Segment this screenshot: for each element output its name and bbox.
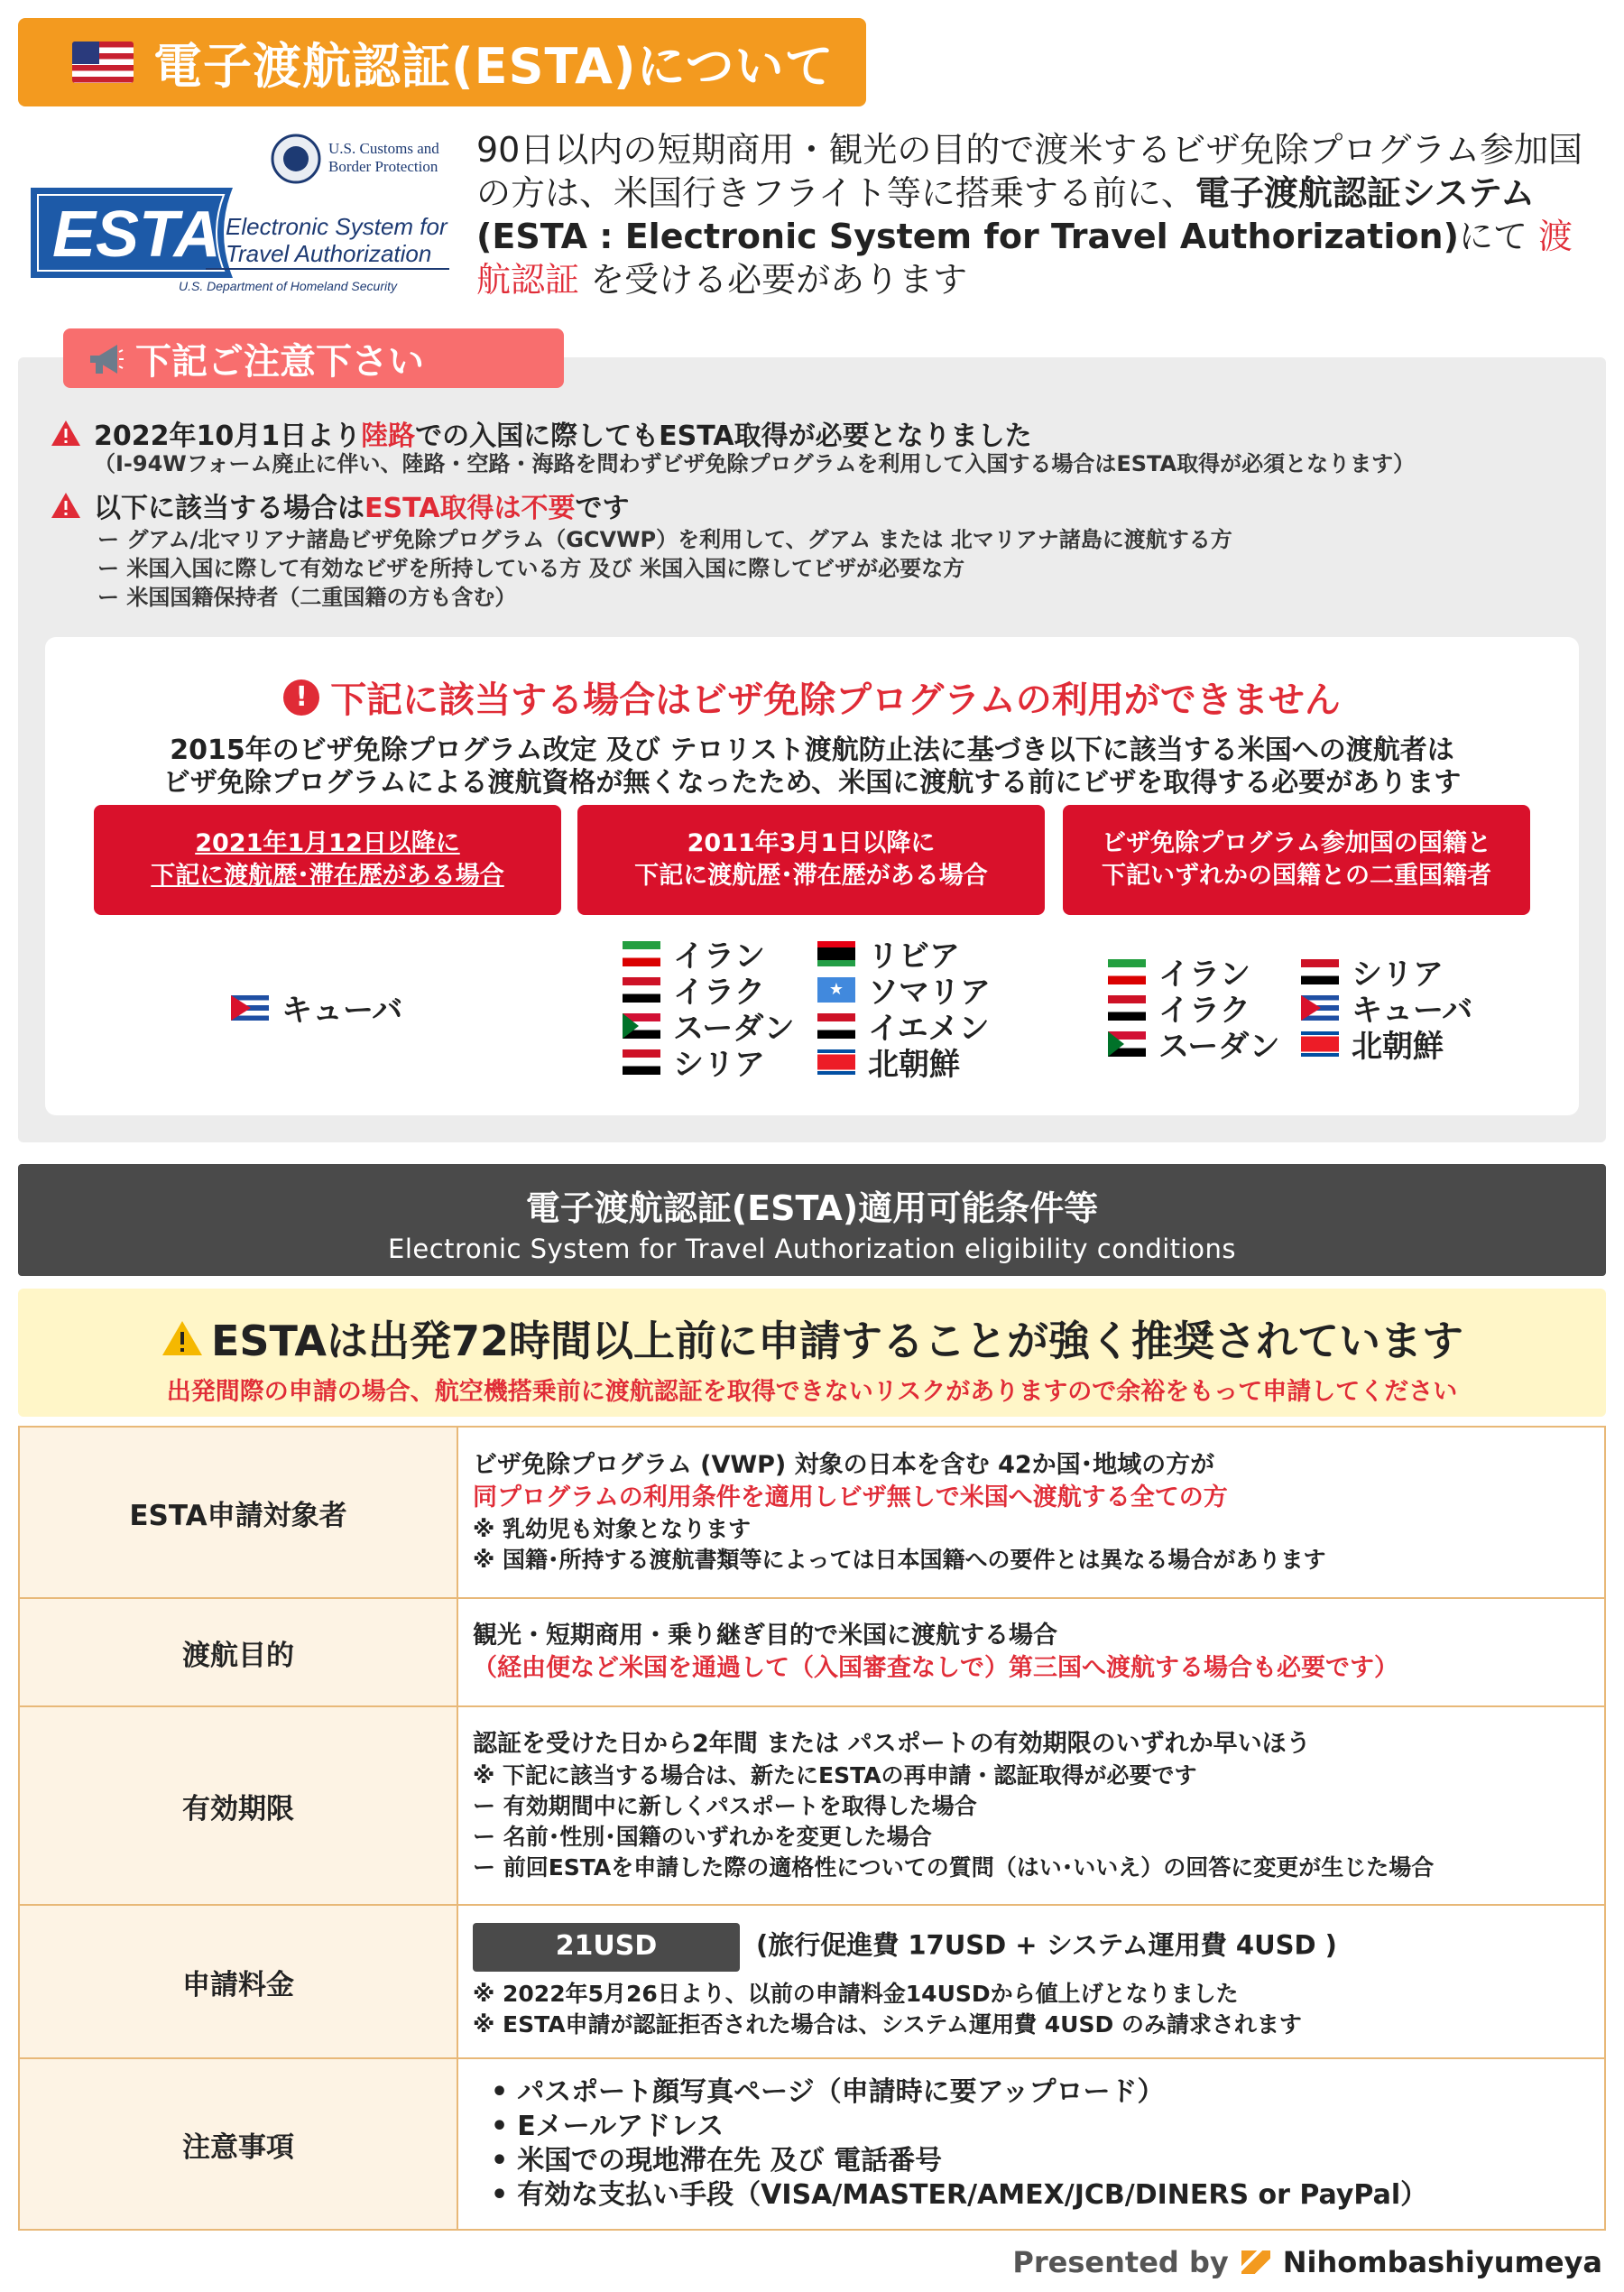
- us-flag-icon: [72, 42, 134, 83]
- band-subtitle: Electronic System for Travel Authorization eligibility conditions: [388, 1234, 1236, 1264]
- notice-tab: [63, 328, 564, 388]
- yemen-flag-icon: [817, 1013, 855, 1039]
- conditions-table: [18, 1426, 1606, 2231]
- logo-dept: U.S. Department of Homeland Security: [179, 279, 397, 293]
- row-label: 有効期限: [19, 1706, 457, 1905]
- list-item: • パスポート顔写真ページ（申請時に要アップロード）: [491, 2075, 1590, 2110]
- band-title: 電子渡航認証(ESTA)適用可能条件等: [525, 1188, 1099, 1228]
- cuba-flag-icon: [231, 995, 269, 1021]
- country-item: 北朝鮮: [817, 1040, 960, 1084]
- row-value: ビザ免除プログラム (VWP) 対象の日本を含む 42か国･地域の方が 同プログラムの利用条件を適用しビザ無しで米国へ渡航する全ての方 ※ 乳幼児も対象となります ※ 国籍･所持する渡航書類等によっては日本国籍への要件とは異なる場合があります: [457, 1427, 1605, 1598]
- logo-agency-1: U.S. Customs and: [328, 140, 439, 157]
- warning-icon: [51, 492, 81, 519]
- table-row: [19, 2058, 1605, 2230]
- country-item: シリア: [623, 1040, 765, 1084]
- recommendation-banner: [18, 1289, 1606, 1417]
- country-item: シリア: [1301, 949, 1444, 994]
- country-item: イラン: [623, 931, 765, 975]
- list-item: • 有効な支払い手段（VISA/MASTER/AMEX/JCB/DINERS or PayPal）: [491, 2178, 1590, 2213]
- country-item: イエメン: [817, 1003, 990, 1048]
- row-label: 申請料金: [19, 1905, 457, 2058]
- card-sub-1: 2015年のビザ免除プログラム改定 及び テロリスト渡航防止法に基づき以下に該当する米国への渡航者は: [170, 735, 1454, 766]
- notice-item-2-sub-1: ー グアム/北マリアナ諸島ビザ免除プログラム（GCVWP）を利用して、グアム または 北マリアナ諸島に渡航する方: [97, 527, 1232, 552]
- notice-tab-label: 下記ご注意下さい: [135, 340, 424, 383]
- brand-logo-icon: [1241, 2250, 1270, 2274]
- country-item: キューバ: [231, 985, 402, 1030]
- row-label: 渡航目的: [19, 1598, 457, 1706]
- warning-icon: [161, 1319, 204, 1357]
- condition-box-1: 2021年1月12日以降に 下記に渡航歴･滞在歴がある場合: [94, 805, 561, 915]
- iraq-flag-icon: [1108, 995, 1146, 1021]
- row-value: 認証を受けた日から2年間 または パスポートの有効期限のいずれか早いほう ※ 下記に該当する場合は、新たにESTAの再申請・認証取得が必要です ー 有効期間中に新しくパスポートを取得した場合 ー 名前･性別･国籍のいずれかを変更した場合 ー 前回ESTAを申請した際の適格性についての質問（はい･いいえ）の回答に変更が生じた場合: [457, 1706, 1605, 1905]
- logo-subtitle-1: Electronic System for: [226, 213, 448, 240]
- megaphone-icon: [87, 341, 125, 377]
- iraq-flag-icon: [623, 977, 660, 1003]
- country-item: イラク: [623, 967, 765, 1012]
- sudan-flag-icon: [623, 1013, 660, 1039]
- row-value: 観光・短期商用・乗り継ぎ目的で米国に渡航する場合 （経由便など米国を通過して（入国審査なしで）第三国へ渡航する場合も必要です）: [457, 1598, 1605, 1706]
- iran-flag-icon: [623, 941, 660, 966]
- table-row: [19, 1598, 1605, 1706]
- north-korea-flag-icon: [1301, 1031, 1339, 1057]
- visa-waiver-ineligible-card: [45, 637, 1579, 1115]
- recommendation-subtitle: 出発間際の申請の場合、航空機搭乗前に渡航認証を取得できないリスクがありますので余裕をもって申請してください: [166, 1378, 1458, 1406]
- logo-subtitle-2: Travel Authorization: [226, 240, 432, 267]
- country-item: 北朝鮮: [1301, 1021, 1444, 1066]
- country-item: ★ ソマリア: [817, 967, 991, 1012]
- country-item: スーダン: [1108, 1021, 1280, 1066]
- condition-box-3: ビザ免除プログラム参加国の国籍と 下記いずれかの国籍との二重国籍者: [1063, 805, 1530, 915]
- country-item: イラク: [1108, 985, 1250, 1030]
- syria-flag-icon: [623, 1049, 660, 1075]
- recommendation-title: ESTAは出発72時間以上前に申請することが強く推奨されています: [211, 1317, 1463, 1365]
- row-value: [457, 2058, 1605, 2230]
- syria-flag-icon: [1301, 959, 1339, 984]
- notice-item-2-sub-3: ー 米国国籍保持者（二重国籍の方も含む）: [97, 585, 517, 610]
- row-label: 注意事項: [19, 2058, 457, 2230]
- page-title: 電子渡航認証(ESTA)について: [153, 37, 835, 95]
- notice-item-1-sub: （I-94Wフォーム廃止に伴い、陸路・空路・海路を問わずビザ免除プログラムを利用して入国する場合はESTA取得が必須となります）: [94, 451, 1416, 476]
- country-item: イラン: [1108, 949, 1250, 994]
- brand-name: Nihombashiyumeya: [1282, 2245, 1602, 2279]
- notice-item-2: 以下に該当する場合は ESTA取得は不要 です: [51, 485, 629, 525]
- country-item: キューバ: [1301, 985, 1472, 1030]
- table-row: [19, 1706, 1605, 1905]
- row-value: 21USD (旅行促進費 17USD + システム運用費 4USD ) ※ 2022年5月26日より、以前の申請料金14USDから値上げとなりました ※ ESTA申請が認証拒否された場合は、システム運用費 4USD のみ請求されます: [457, 1905, 1605, 2058]
- esta-logo: [25, 134, 460, 296]
- country-item: リビア: [817, 931, 960, 975]
- notice-item-1: 2022年10月1日より 陸路 での入国に際してもESTA取得が必要となりました: [51, 413, 1032, 453]
- alert-icon: !: [283, 679, 319, 716]
- somalia-flag-icon: ★: [817, 977, 855, 1003]
- card-heading: ! 下記に該当する場合はビザ免除プログラムの利用ができません: [45, 671, 1579, 723]
- row-label: ESTA申請対象者: [19, 1427, 457, 1598]
- table-row: [19, 1905, 1605, 2058]
- list-item: • 米国での現地滞在先 及び 電話番号: [491, 2144, 1590, 2178]
- intro-text: 90日以内の短期商用・観光の目的で渡米するビザ免除プログラム参加国の方は、米国行きフライト等に搭乗する前に、電子渡航認証システム(ESTA : Electronic System for Travel Authorization)にて 渡航認証 を受ける必要があります: [476, 130, 1582, 300]
- page-header: [18, 18, 866, 106]
- warning-icon: [51, 420, 81, 447]
- card-sub-2: ビザ免除プログラムによる渡航資格が無くなったため、米国に渡航する前にビザを取得する必要があります: [162, 767, 1462, 799]
- fee-badge: 21USD: [473, 1923, 740, 1972]
- logo-agency-2: Border Protection: [328, 158, 438, 175]
- sudan-flag-icon: [1108, 1031, 1146, 1057]
- libya-flag-icon: [817, 941, 855, 966]
- eligibility-band: [18, 1164, 1606, 1276]
- iran-flag-icon: [1108, 959, 1146, 984]
- table-row: [19, 1427, 1605, 1598]
- north-korea-flag-icon: [817, 1049, 855, 1075]
- condition-box-2: 2011年3月1日以降に 下記に渡航歴･滞在歴がある場合: [577, 805, 1045, 915]
- country-item: スーダン: [623, 1003, 795, 1048]
- notice-item-2-sub-2: ー 米国入国に際して有効なビザを所持している方 及び 米国入国に際してビザが必要な方: [97, 556, 965, 581]
- footer-credit: Presented by Nihombashiyumeya: [1012, 2245, 1602, 2279]
- cuba-flag-icon: [1301, 995, 1339, 1021]
- logo-wordmark: ESTA: [52, 199, 221, 271]
- list-item: • Eメールアドレス: [491, 2110, 1590, 2144]
